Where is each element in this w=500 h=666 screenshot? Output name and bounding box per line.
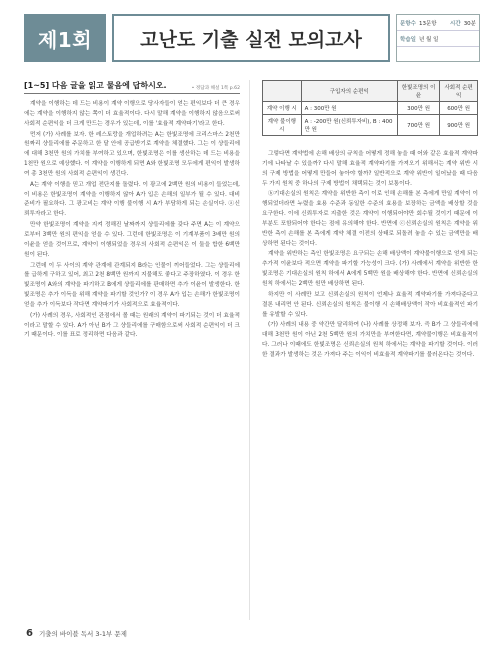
page-header: [24, 14, 480, 62]
table-row: [263, 115, 478, 136]
book-title: 기출의 바이블 독서 3-1부 문제: [38, 630, 127, 638]
page-number: 6: [26, 628, 33, 639]
table-cell: A : -200만 원(신뢰투자비), B : 400만 원: [301, 115, 397, 136]
table-cell: 600만 원: [440, 102, 478, 115]
passage-paragraph: ⓑ기대손실의 원칙은 계약을 위반한 측이 이로 인해 손해를 본 측에게 만일 계약이 이행되었더라면 누렸을 효용 수준과 동일한 수준의 효용을 보장하는 금액을 배상할 것을 요구한다. 이에 신뢰투자로 지출한 것은 계약이 이행되어야만 회수될 것이기 때문에 이 부분도 포함되어야 한다는 점에 유의해야 한다. 반면에 ⓒ신뢰손실의 원칙은 계약을 위반한 측이 손해를 본 측에게 계약 체결 이전의 상태로 되돌려 놓을 수 있는 금액만을 배상하면 된다는 것이다.: [262, 191, 478, 247]
info-row-blank: [397, 47, 479, 63]
table-row: [263, 102, 478, 115]
passage-paragraph: 그렇다면 계약법에 손해 배상의 규칙을 어떻게 정해 놓을 때 어와 같은 효율적 계약파기에 나타날 수 있을까? 다시 말해 효율적 계약파기를 가져오기 위해서는 계약 위반 시의 구제 방법을 어떻게 만들어 놓아야 할까? 일반적으로 계약 위반이 일어났을 때 다음 두 가지 원칙 중 하나의 구제 방법이 채택되는 것이 보통이다.: [262, 151, 478, 187]
table-cell: 700만 원: [397, 115, 439, 136]
passage-paragraph: 먼저 (가) 사례를 보자. 한 레스토랑을 개업하려는 A는 한빛조명에 크리스마스 2천만 원짜리 샹들리에를 주문하고 한 달 안에 공급받기로 계약을 체결했다. 그는 이 샹들리에에 대해 3천만 원의 가치를 부여하고 있으며, 한빛조명은 이를 생산하는 데 드는 비용을 1천만 원으로 예상했다. 이 계약을 이행하게 되면 A와 한빛조명 모두에게 편익이 발생하여 총 3천만 원의 사회적 순편익이 생긴다.: [24, 131, 241, 177]
table-cell: 계약 불이행 시: [263, 115, 302, 136]
column-divider: [249, 80, 250, 620]
table-cell: 300만 원: [397, 102, 439, 115]
passage-paragraph: 계약을 이행하는 데 드는 비용이 계약 이행으로 당사자들이 얻는 편익보다 더 큰 경우에는 계약을 이행하지 않는 쪽이 더 효율적이다. 다시 말해 계약을 이행하지 않음으로써 사회적 순편익을 더 크게 만드는 경우가 있는데, 이를 '효율적 계약파기'라고 한다.: [24, 101, 240, 127]
passage-paragraph: 계약을 위반하는 측인 한빛조명은 요구되는 손해 배상액이 계약불이행으로 얻게 되는 추가적 이윤보다 적으면 계약을 파기할 가능성이 크다. (가) 사례에서 계약을 위반한 한빛조명은 기대손실의 원칙 하에서 A에게 5백만 원을 배상해야 한다. 반면에 신뢰손실의 원칙 하에서는 2백만 원만 배상하면 된다.: [262, 251, 478, 287]
table-header-cell: 사회적 순편익: [440, 81, 478, 102]
passage-paragraph: 그런데 이 두 사이의 계약 관계에 관계되지 B라는 인물이 끼어들었다. 그는 샹들리에를 급하게 구하고 있어, 최고 2천 8백만 원까지 지불해도 좋다고 주장하였다. 이 경우 한빛조명이 A와의 계약을 파기하고 B에게 샹들리에를 판매하면 추가 이윤이 발생한다. 한빛조명은 추가 이득을 위해 계약을 파기할 것인가? 이 경우 A가 입는 손해가 한빛조명이 얻을 추가 이득보다 작다면 계약파기가 사회적으로 효율적이다.: [24, 262, 240, 308]
time-label: 시간: [450, 20, 461, 27]
table-cell: 900만 원: [440, 115, 478, 136]
page-footer: [26, 628, 127, 639]
passage-paragraph: 만약 한빛조명이 계약을 지켜 정해진 날짜까지 샹들리에를 갖다 주면 A는 이 계약으로부터 3백만 원의 편익을 얻을 수 있다. 그런데 한빛조명은 이 기계부품이 3배만 원의 이윤을 얻을 것이므로, 계약이 이행되었을 경우의 사회적 순편익은 이 둘을 합한 6백만 원이 된다.: [24, 222, 240, 258]
info-row-date: [397, 31, 479, 47]
exam-number-badge: 제1회: [24, 14, 106, 62]
table-header-cell: [263, 81, 302, 102]
table-cell: A : 300만 원: [301, 102, 397, 115]
passage-paragraph: 하지만 이 사례만 보고 신뢰손실의 원칙이 언제나 효율적 계약파기를 가져다준다고 결론 내리면 안 된다. 신뢰손실의 원칙은 불이행 시 손해배상액이 작아 비효율적인 파기를 유발할 수 있다.: [262, 291, 478, 318]
answer-source: • 정답과 해설 1쪽 p.62: [191, 86, 240, 91]
exam-info-box: [396, 14, 480, 62]
passage-paragraph: A는 계약 이행을 믿고 개업 전단지를 돌렸다. 이 광고에 2백만 원의 비용이 들었는데, 이 비용은 한빛조명이 계약을 이행하지 않아 A가 입은 손해의 일부가 될 수 있다. 대비 준비가 필요하다. 그 광고비는 계약 이행 불이행 시 A가 부담하게 되는 손실이다. ⓐ신뢰투자라고 한다.: [24, 181, 240, 218]
date-label: 학습일: [400, 36, 416, 43]
comparison-table: [262, 80, 478, 136]
passage-paragraph: (가) 사례의 내용 중 약간만 달리하여 (나) 사례를 상정해 보자. 즉 B가 그 샹들리에에 대해 3천만 원이 아닌 2천 5백만 원의 가치만을 부여한다면, 계약불이행은 비효율적이다. 그러나 이때에도 한빛조명은 신뢰손실의 원칙 하에서는 계약을 파기할 것이다. 이러한 결과가 발생하는 것은 가져다 주는 이익이 비효율적 계약파기를 불러온다는 것이다.: [262, 322, 478, 358]
instruction-row: [24, 80, 240, 94]
table-header-row: [263, 81, 478, 102]
info-row-count-time: [397, 15, 479, 31]
table-header-cell: 구입자의 순편익: [301, 81, 397, 102]
count-label: 문항수: [400, 20, 416, 27]
date-value: 년 월 일: [418, 36, 439, 43]
exam-title: 고난도 기출 실전 모의고사: [112, 14, 390, 62]
passage-paragraph: (가) 사례의 경우, 사회적인 관점에서 볼 때는 원래의 계약이 파기되는 것이 더 효율적이라고 말할 수 있다. A가 아닌 B가 그 샹들리에를 구매함으로써 사회적 순편익이 더 크기 때문이다. 이를 표로 정리하면 다음과 같다.: [24, 312, 240, 339]
left-column: [24, 80, 240, 342]
instruction-text: [1~5] 다음 글을 읽고 물음에 답하시오.: [24, 81, 167, 90]
table-cell: 계약 이행 시: [263, 102, 302, 115]
time-value: 30분: [463, 20, 476, 27]
table-header-cell: 한빛조명의 이윤: [397, 81, 439, 102]
right-column: [262, 80, 478, 362]
count-value: 13문항: [418, 20, 437, 27]
